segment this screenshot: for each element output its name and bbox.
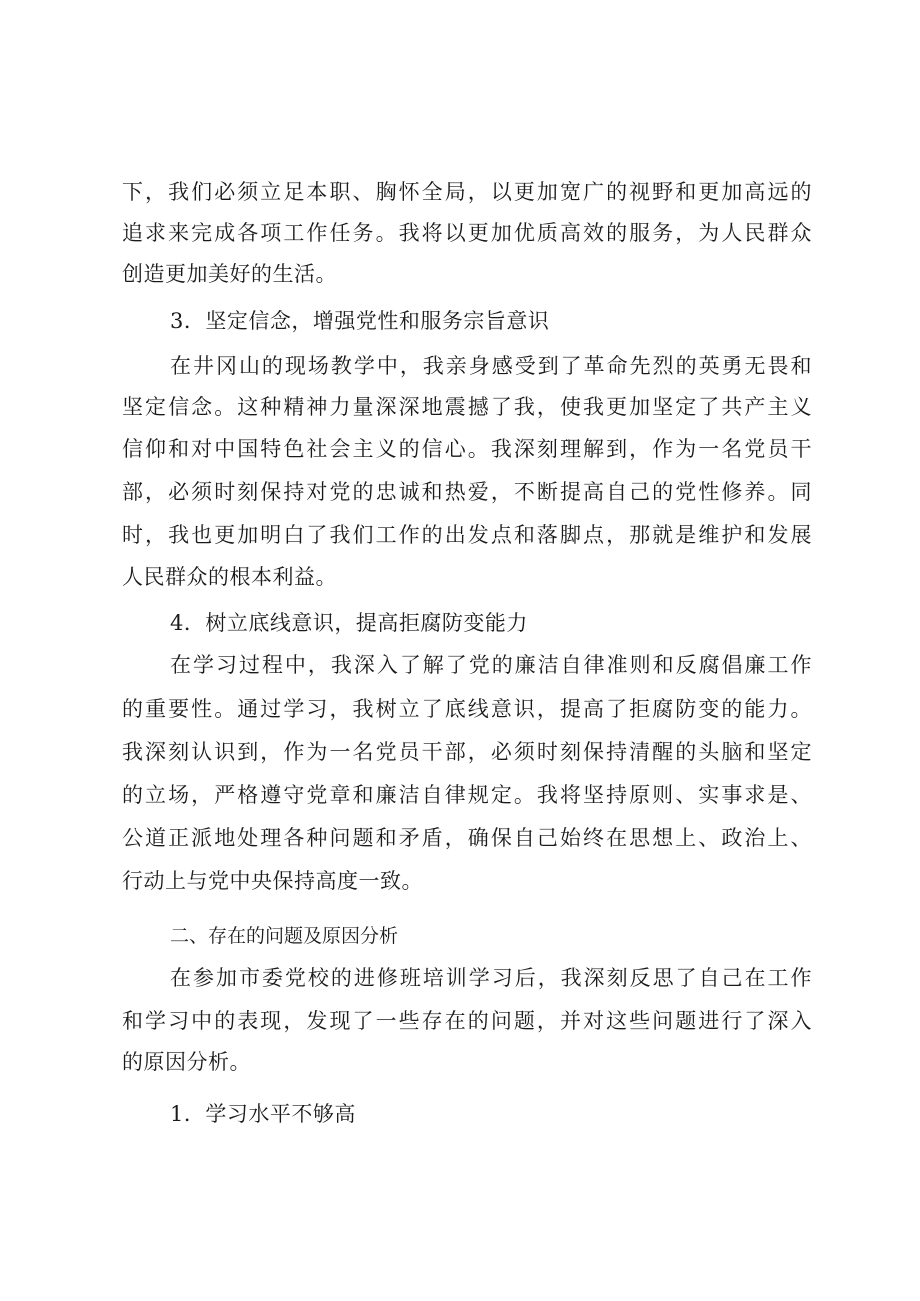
subheading-3: 3．坚定信念，增强党性和服务宗旨意识 bbox=[170, 309, 550, 333]
paragraph-line: 坚定信念。这种精神力量深深地震撼了我，使我更加坚定了共产主义 bbox=[122, 395, 812, 419]
paragraph-line: 部，必须时刻保持对党的忠诚和热爱，不断提高自己的党性修养。同 bbox=[122, 480, 812, 504]
paragraph-line: 信仰和对中国特色社会主义的信心。我深刻理解到，作为一名党员干 bbox=[122, 437, 812, 461]
paragraph-line: 人民群众的根本利益。 bbox=[122, 565, 337, 589]
paragraph-line: 时，我也更加明白了我们工作的出发点和落脚点，那就是维护和发展 bbox=[122, 523, 812, 547]
paragraph-line: 的重要性。通过学习，我树立了底线意识，提高了拒腐防变的能力。 bbox=[122, 697, 812, 721]
paragraph-line: 行动上与党中央保持高度一致。 bbox=[122, 869, 423, 893]
subheading-1: 1．学习水平不够高 bbox=[170, 1102, 356, 1126]
paragraph-line: 和学习中的表现，发现了一些存在的问题，并对这些问题进行了深入 bbox=[122, 1009, 812, 1033]
paragraph-line: 下，我们必须立足本职、胸怀全局，以更加宽广的视野和更加高远的 bbox=[122, 180, 812, 204]
paragraph-line: 在井冈山的现场教学中，我亲身感受到了革命先烈的英勇无畏和 bbox=[170, 354, 812, 378]
section-heading-2: 二、存在的问题及原因分析 bbox=[170, 925, 399, 947]
paragraph-line: 的原因分析。 bbox=[122, 1050, 251, 1074]
subheading-4: 4．树立底线意识，提高拒腐防变能力 bbox=[170, 611, 528, 635]
paragraph-line: 我深刻认识到，作为一名党员干部，必须时刻保持清醒的头脑和坚定 bbox=[122, 740, 812, 764]
paragraph-line: 的立场，严格遵守党章和廉洁自律规定。我将坚持原则、实事求是、 bbox=[122, 783, 812, 807]
paragraph-line: 在学习过程中，我深入了解了党的廉洁自律准则和反腐倡廉工作 bbox=[170, 653, 812, 677]
paragraph-line: 在参加市委党校的进修班培训学习后，我深刻反思了自己在工作 bbox=[170, 966, 812, 990]
paragraph-line: 创造更加美好的生活。 bbox=[122, 262, 337, 286]
paragraph-line: 追求来完成各项工作任务。我将以更加优质高效的服务，为人民群众 bbox=[122, 221, 812, 245]
paragraph-line: 公道正派地处理各种问题和矛盾，确保自己始终在思想上、政治上、 bbox=[122, 826, 812, 850]
